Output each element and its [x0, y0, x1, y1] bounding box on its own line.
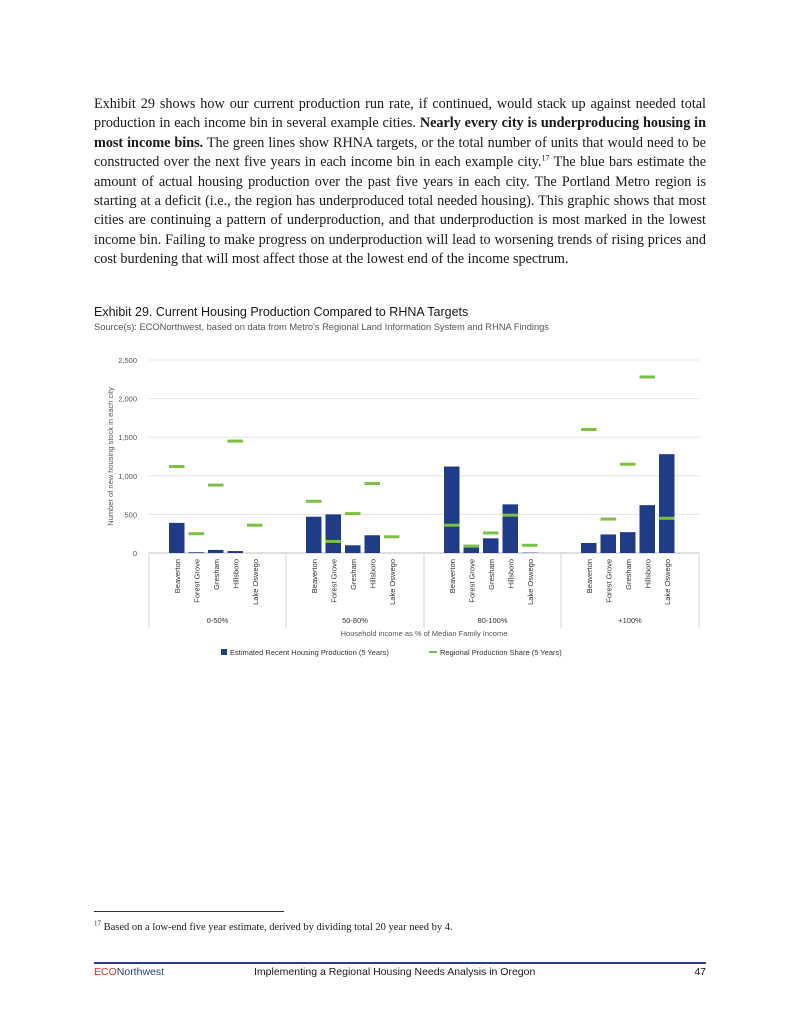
group-label: 80-100% [477, 616, 508, 625]
production-bar [169, 523, 185, 553]
production-bar [640, 505, 656, 553]
production-bar [444, 467, 460, 553]
city-label: Gresham [623, 559, 633, 590]
paragraph-text-2: The green lines show RHNA targets, or the total number of units that would need to be constructed over the next five years in each income bin in each example city. [94, 134, 706, 171]
production-bar [581, 543, 597, 553]
legend-swatch-target [429, 651, 437, 653]
target-marker [326, 540, 342, 543]
target-marker [169, 465, 185, 468]
target-marker [522, 544, 538, 547]
footnote-number: 17 [94, 919, 101, 928]
production-bar [189, 552, 205, 553]
brand-eco: ECO [94, 966, 117, 978]
y-tick-label: 1,000 [118, 471, 137, 481]
body-paragraph [94, 95, 706, 270]
housing-production-chart [94, 345, 706, 665]
target-marker [306, 500, 322, 503]
city-label: Hillsboro [506, 559, 516, 589]
group-label: 50-80% [342, 616, 368, 625]
footer-divider [94, 962, 706, 964]
target-marker [483, 531, 499, 534]
target-marker [228, 440, 244, 443]
target-marker [620, 463, 636, 466]
target-marker [503, 514, 519, 517]
footnote-text: Based on a low-end five year estimate, derived by dividing total 20 year need by 4. [101, 922, 453, 933]
city-label: Forest Grove [329, 559, 339, 603]
production-bar [345, 545, 361, 553]
city-label: Hillsboro [643, 559, 653, 589]
y-tick-label: 1,500 [118, 433, 137, 443]
city-label: Hillsboro [231, 559, 241, 589]
city-label: Forest Grove [467, 559, 477, 603]
y-tick-label: 0 [132, 549, 137, 558]
target-marker [365, 482, 381, 485]
legend-label-production: Estimated Recent Housing Production (5 Years) [230, 648, 389, 657]
production-bar [620, 532, 636, 553]
target-marker [601, 518, 617, 521]
target-marker [464, 545, 480, 548]
production-bar [464, 548, 480, 553]
x-axis-label: Household income as % of Median Family Income [340, 629, 508, 638]
y-tick-label: 500 [124, 510, 137, 520]
legend-label-target: Regional Production Share (5 Years) [440, 648, 562, 657]
target-marker [659, 517, 675, 520]
production-bar [326, 514, 342, 553]
city-label: Forest Grove [192, 559, 202, 603]
target-marker [189, 532, 205, 535]
production-bar [659, 454, 675, 553]
group-label: +100% [618, 616, 642, 625]
production-bar [228, 551, 244, 553]
city-label: Lake Oswego [525, 559, 535, 605]
city-label: Beaverton [309, 559, 319, 594]
production-bar [601, 534, 617, 553]
city-label: Beaverton [584, 559, 594, 594]
city-label: Gresham [348, 559, 358, 590]
footnote [94, 919, 453, 933]
production-bar [208, 550, 224, 553]
y-tick-label: 2,500 [118, 356, 137, 365]
target-marker [247, 524, 263, 527]
target-marker [345, 512, 361, 515]
exhibit-title: Exhibit 29. Current Housing Production Compared to RHNA Targets [94, 305, 469, 319]
city-label: Lake Oswego [250, 559, 260, 605]
group-label: 0-50% [206, 616, 229, 625]
city-label: Gresham [486, 559, 496, 590]
city-label: Gresham [211, 559, 221, 590]
city-label: Forest Grove [604, 559, 614, 603]
city-label: Lake Oswego [387, 559, 397, 605]
production-bar [503, 504, 519, 553]
legend-swatch-production [221, 649, 227, 655]
y-axis-label: Number of new housing stock in each city [106, 387, 115, 526]
city-label: Hillsboro [368, 559, 378, 589]
target-marker [640, 375, 656, 378]
target-marker [581, 428, 597, 431]
paragraph-text-1: Exhibit 29 shows how our current production run rate, if continued, would stack up against needed total production in each income bin in several example cities. [94, 96, 706, 132]
page-number: 47 [694, 966, 706, 978]
paragraph-bold: Nearly every city is underproducing housing in most income bins. [94, 115, 706, 151]
y-tick-label: 2,000 [118, 394, 137, 404]
paragraph-text-3: The blue bars estimate the amount of actual housing production over the past five years in each city. The Portland Metro region is starting at a deficit (i.e., the region has underproduced total needed housing). This graphic shows that most cities are continuing a pattern of underproduction, and that underproduction is most marked in the lowest income bin. Failing to make progress on underproduction will lead to worsening trends of rising prices and cost burdening that will most affect those at the lowest end of the income spectrum. [94, 154, 706, 268]
target-marker [444, 524, 460, 527]
footnote-divider [94, 911, 284, 912]
production-bar [306, 517, 322, 553]
document-title: Implementing a Regional Housing Needs Analysis in Oregon [254, 966, 536, 978]
production-bar [483, 538, 499, 553]
brand-northwest: Northwest [116, 966, 165, 978]
target-marker [384, 535, 400, 538]
target-marker [208, 484, 224, 487]
city-label: Beaverton [172, 559, 182, 594]
footnote-ref[interactable]: 17 [541, 153, 550, 163]
exhibit-source: Source(s): ECONorthwest, based on data from Metro's Regional Land Information System and RHNA Findings [94, 322, 549, 332]
production-bar [365, 535, 381, 553]
brand-logo [94, 966, 164, 978]
city-label: Beaverton [447, 559, 457, 594]
city-label: Lake Oswego [662, 559, 672, 605]
